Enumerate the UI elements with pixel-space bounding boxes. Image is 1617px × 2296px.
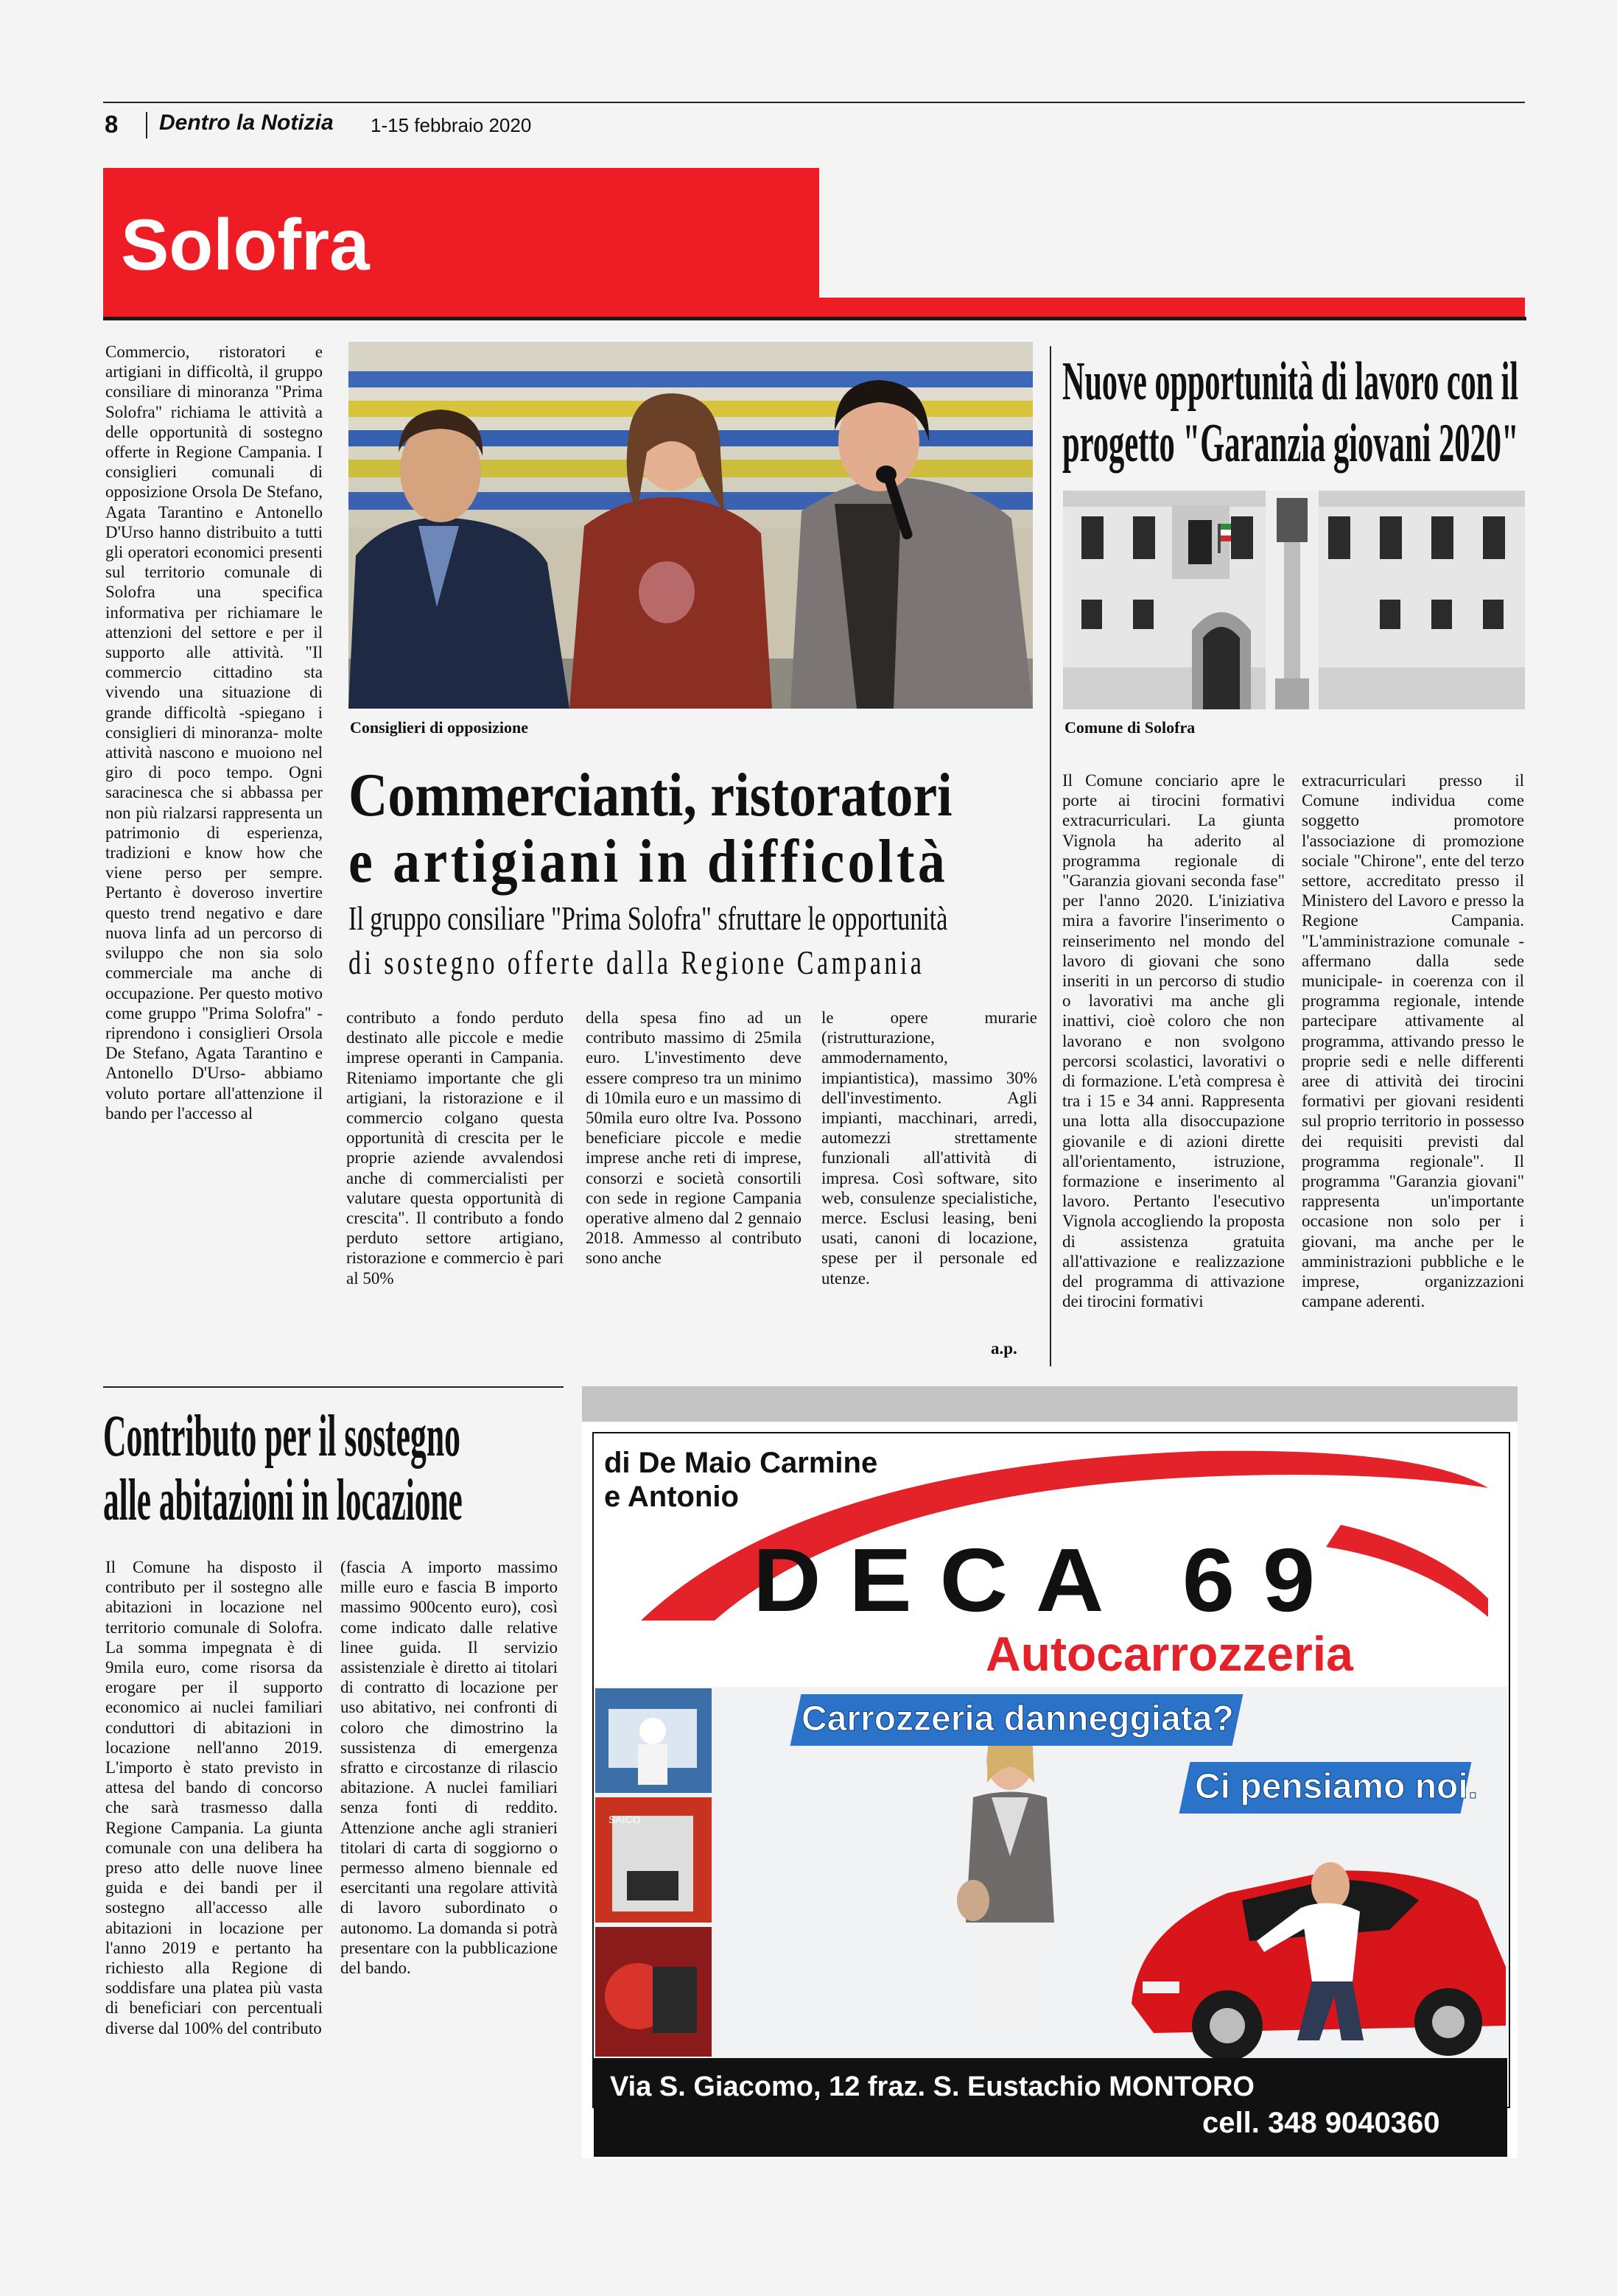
consiglieri-photo-caption: Consiglieri di opposizione	[350, 718, 529, 737]
commercio-title-line1: Commercianti, ristoratori	[348, 761, 953, 829]
advert-address: Via S. Giacomo, 12 fraz. S. Eustachio MONTORO	[610, 2071, 1255, 2102]
advert-brand: DECA 69	[753, 1530, 1343, 1630]
commercio-col4: le opere murarie (ristrutturazione, ammodernamento, impiantistica), massimo 30% dell'investimento. Agli impianti, macchinari, arredi, automezzi strettamente funzionali all'attività di impresa. Così software, sito web, consulenze specialistiche, merce. Esclusi leasing, beni usati, canoni di locazione, spese per il personale ed utenze.	[821, 1008, 1037, 1288]
comune-photo-caption: Comune di Solofra	[1064, 718, 1196, 737]
advert-owners-line2: e Antonio	[604, 1481, 739, 1513]
publication-name: Dentro la Notizia	[159, 110, 334, 135]
advert-slogan2: Ci pensiamo noi.	[1195, 1767, 1479, 1806]
commercio-subtitle-line1: Il gruppo consiliare "Prima Solofra" sfruttare le opportunità	[348, 899, 948, 937]
advert-owners-line1: di De Maio Carmine	[604, 1447, 878, 1479]
advert	[582, 1386, 1518, 2158]
page-number: 8	[105, 110, 119, 138]
contributo-col1: Il Comune ha disposto il contributo per il sostegno alle abitazioni in locazione nel territorio comunale di Solofra. La somma impegnata è di 9mila euro, come risorsa da erogare per il supporto economico ai nuclei familiari conduttori di abitazioni in locazione nell'anno 2019. L'importo è stato previsto in attesa del bando di concorso che sarà trasmesso dalla Regione Campania. La giunta comunale con una delibera ha preso atto delle nuove linee guida e dei bandi per il sostegno all'accesso alle abitazioni in locazione per l'anno 2019 e pertanto ha richiesto alla Regione di soddisfare una platea più vasta di beneficiari con percentuali diverse dal 100% del contributo	[105, 1558, 323, 2037]
garanzia-col1: Il Comune conciario apre le porte ai tirocini formativi extracurriculari. La giunta Vignola ha aderito al programma regionale di "Garanzia giovani seconda fase" per l'anno 2020. L'iniziativa mira a favorire l'inserimento o reinserimento nel mondo del lavoro di giovani che sono inseriti in un percorso di studio o lavorativi ma anche gli inattivi, cioè coloro che non lavorano e non svolgono percorsi scolastici, lavorativi o di formazione. L'età compresa è tra i 15 e 34 anni. Rappresenta una lotta alla disoccupazione giovanile e di azioni dirette all'orientamento, istruzione, formazione e inserimento al lavoro. Pertanto l'esecutivo Vignola accogliendo la proposta di assistenza gratuita all'attivazione e realizzazione del programma di attivazione dei tirocini formativi	[1062, 771, 1285, 1311]
comune-photo-svg	[1063, 491, 1525, 709]
commercio-title-line2: e artigiani in difficoltà	[348, 827, 949, 896]
garanzia-col2: extracurriculari presso il Comune individua come soggetto promotore l'associazione di promozione sociale "Chirone", ente del terzo settore, accreditato presso il Ministero del Lavoro e presso la Regione Campania. "L'amministrazione comunale -affermano dalla sede municipale- in coerenza con il programma regionale, intende partecipare attivamente al programma, attivando presso le proprie sedi e nelle differenti aree di attività dei tirocini formativi per giovani residenti sul proprio territorio in possesso dei requisiti previsti dal programma regionale". Il programma "Garanzia giovani" rappresenta un'importante occasione non solo per i giovani, ma anche per le amministrazioni pubbliche e le imprese, organizzazioni campane aderenti.	[1302, 771, 1524, 1311]
contributo-rule	[103, 1386, 564, 1388]
header-divider	[146, 112, 147, 138]
consiglieri-photo	[348, 342, 1033, 709]
booth-sign: SAICO	[608, 1814, 641, 1825]
workshop-thumb-1	[595, 1688, 712, 1793]
section-banner-shadow	[103, 317, 1526, 320]
workshop-thumb-3	[595, 1927, 712, 2057]
section-banner-stripe	[819, 298, 1525, 317]
commercio-col3: della spesa fino ad un contributo massimo di 25mila euro. L'investimento deve essere compreso tra un minimo di 10mila euro e un massimo di 50mila euro oltre Iva. Possono beneficiare piccole e medie imprese anche reti di imprese, consorzi e società consortili con sede in regione Campania operative almeno dal 2 gennaio 2018. Ammesso al contributo sono anche	[586, 1008, 802, 1268]
garanzia-title-line1: Nuove opportunità di lavoro con il	[1062, 351, 1519, 412]
consiglieri-photo-svg	[348, 342, 1033, 709]
contributo-title-line2: alle abitazioni in locazione	[103, 1468, 463, 1533]
contributo-title-line1: Contributo per il sostegno	[103, 1404, 460, 1469]
advert-phone: cell. 348 9040360	[1202, 2107, 1440, 2139]
commercio-signature: a.p.	[991, 1339, 1017, 1358]
column-separator	[1050, 346, 1051, 1366]
advert-subbrand: Autocarrozzeria	[986, 1626, 1353, 1681]
garanzia-title-line2: progetto "Garanzia giovani 2020"	[1062, 413, 1519, 474]
commercio-col2: contributo a fondo perduto destinato alle piccole e medie imprese operanti in Campania. Riteniamo importante che gli artigiani, la ristorazione e il commercio colgano questa opportunità di crescita per le proprie aziende avvalendosi anche di commercialisti per valutare questa opportunità di crescita". Il contributo a fondo perduto settore artigiano, ristorazione e commercio è pari al 50%	[346, 1008, 564, 1288]
publication-date: 1-15 febbraio 2020	[371, 114, 532, 136]
header-rule	[103, 102, 1525, 103]
comune-photo	[1063, 491, 1525, 709]
commercio-subtitle-line2: di sostegno offerte dalla Regione Campania	[348, 944, 925, 981]
advert-slogan1: Carrozzeria danneggiata?	[802, 1699, 1234, 1738]
advert-top-bar	[582, 1386, 1518, 1422]
contributo-col2: (fascia A importo massimo mille euro e fascia B importo massimo 900cento euro), così come indicato dalle relative linee guida. Il servizio assistenziale è diretto ai titolari di contratto di locazione per uso abitativo, nei confronti di coloro che dimostrino la sussistenza di emergenza sfratto e circostanze di rilascio abitazione. A nuclei familiari senza fonti di reddito. Attenzione anche agli stranieri titolari di carta di soggiorno o permesso almeno biennale ed esercitanti una regolare attività di lavoro subordinato o autonomo. La domanda si potrà presentare con la pubblicazione del bando.	[340, 1558, 558, 1978]
commercio-col1: Commercio, ristoratori e artigiani in difficoltà, il gruppo consiliare di minoranza "Prima Solofra" richiama le attività a delle opportunità di sostegno offerte in Regione Campania. I consiglieri comunali di opposizione Orsola De Stefano, Agata Tarantino e Antonello D'Urso hanno distribuito a tutti gli operatori economici presenti sul territorio comunale di Solofra una specifica informativa per richiamare le attenzioni del settore e per il supporto alle attività. "Il commercio cittadino sta vivendo una situazione di grande difficoltà -spiegano i consiglieri di minoranza- molte attività nascono e muoiono nel giro di poco tempo. Ogni saracinesca che si abbassa per non più rialzarsi rappresenta un patrimonio di esperienza, tradizioni e know how che viene perso per sempre. Pertanto è doveroso invertire questo trend negativo e dare nuova linfa ad un percorso di sviluppo che non sia solo commerciale ma anche di occupazione. Per questo motivo come gruppo ''Prima Solofra'' - riprendono i consiglieri Orsola De Stefano, Agata Tarantino e Antonello D'Urso- abbiamo voluto portare all'attenzione il bando per l'accesso al	[105, 343, 323, 1123]
section-title: Solofra	[121, 204, 370, 285]
